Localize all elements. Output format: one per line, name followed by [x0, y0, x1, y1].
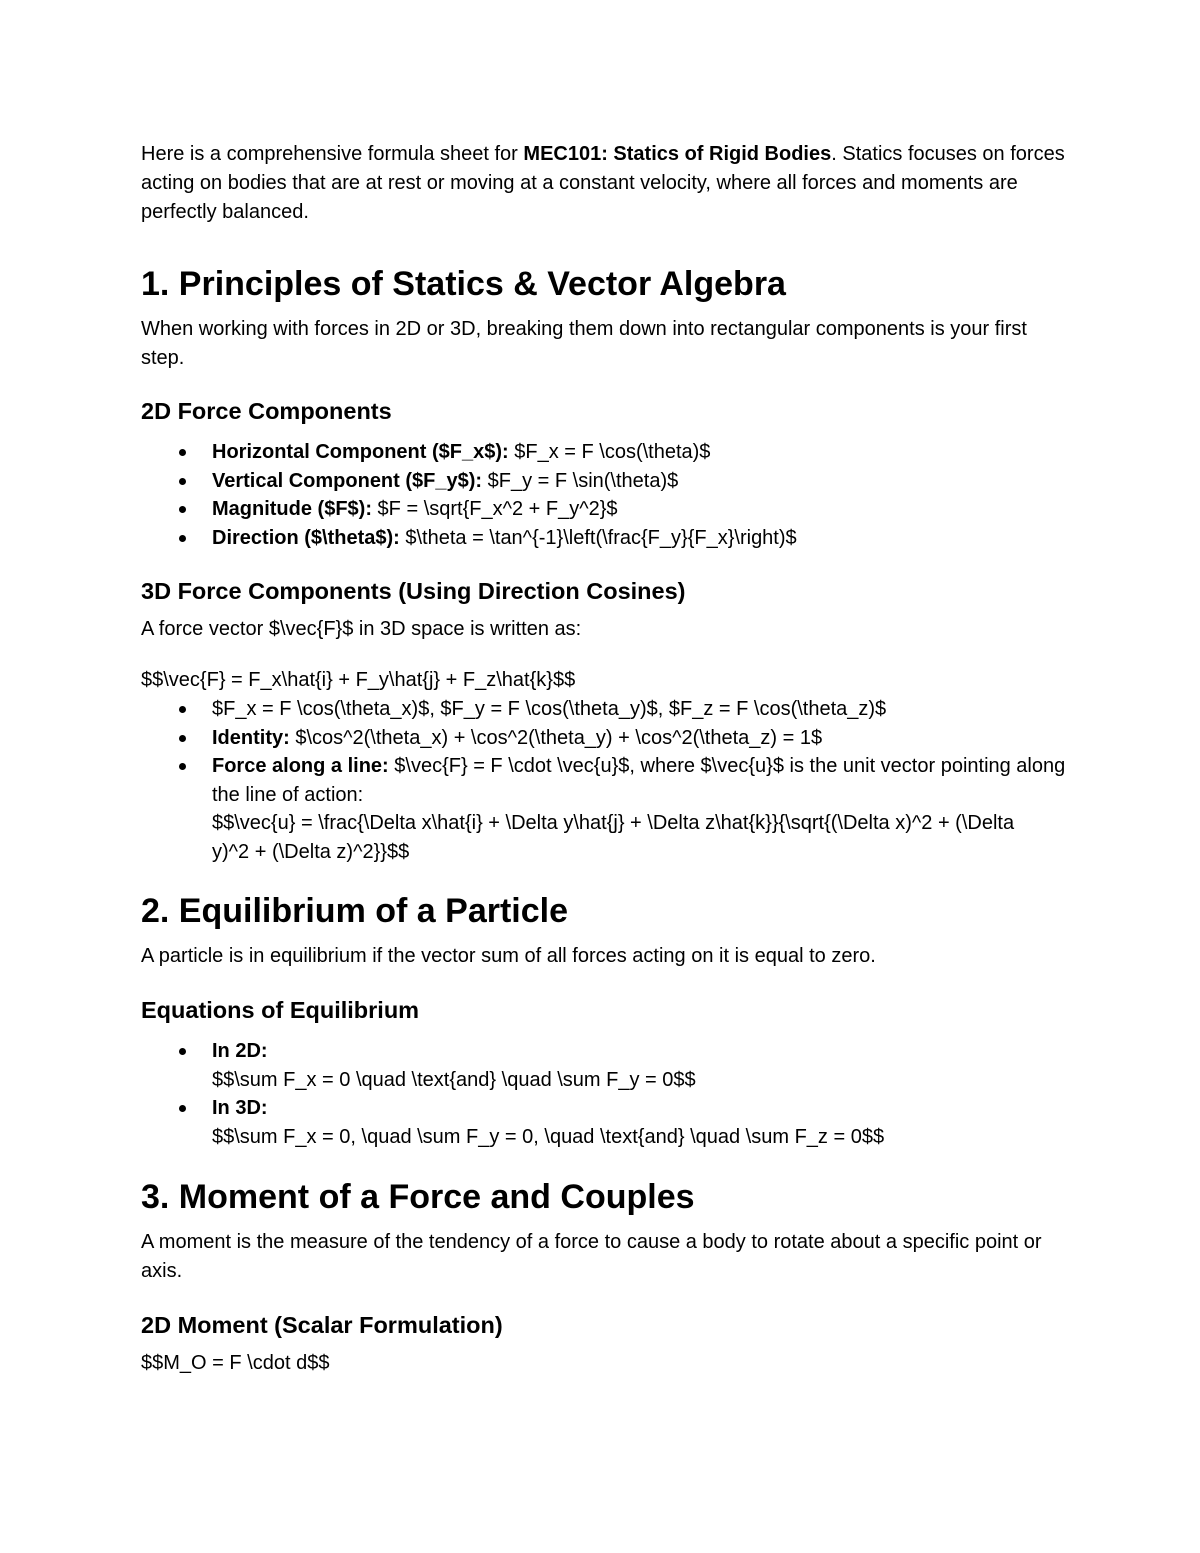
sub2d-heading: 2D Force Components: [141, 398, 392, 424]
item-equation: $$\sum F_x = 0 \quad \text{and} \quad \sum F_y = 0$$: [212, 1068, 696, 1091]
list-item: [141, 724, 1071, 753]
item-formula: $\cos^2(\theta_x) + \cos^2(\theta_y) + \cos^2(\theta_z) = 1$: [289, 726, 823, 749]
section3-text: A moment is the measure of the tendency of a force to cause a body to rotate about a specific point or axis.: [141, 1231, 1042, 1282]
item-equation: $$\sum F_x = 0, \quad \sum F_y = 0, \quad \text{and} \quad \sum F_z = 0$$: [212, 1125, 885, 1148]
moment-equation: $$M_O = F \cdot d$$: [141, 1352, 330, 1374]
item-formula: $F_x = F \cos(\theta_x)$, $F_y = F \cos(\theta_y)$, $F_z = F \cos(\theta_z)$: [212, 698, 887, 720]
bullet-icon: [179, 506, 186, 513]
sub3d-equation: $$\vec{F} = F_x\hat{i} + F_y\hat{j} + F_z\hat{k}$$: [141, 669, 576, 691]
item-text: $\vec{F} = F \cdot \vec{u}$, where $\vec{u}$ is the unit vector pointing along the line of action:: [212, 755, 1066, 806]
item-label: Vertical Component ($F_y$):: [212, 469, 483, 492]
sub3d-list: [141, 695, 1071, 866]
sub3d-heading: 3D Force Components (Using Direction Cosines): [141, 578, 686, 604]
intro-suffix: . Statics focuses on forces acting on bodies that are at rest or moving at a constant velocity, where all forces and moments are perfectly balanced.: [141, 143, 1065, 223]
item-label: Force along a line:: [212, 755, 389, 777]
bullet-icon: [179, 478, 186, 485]
moment-heading: 2D Moment (Scalar Formulation): [141, 1312, 503, 1338]
list-item: [141, 524, 1071, 553]
list-item: [141, 695, 1071, 724]
item-label: In 3D:: [212, 1097, 268, 1119]
equilibrium-list: [141, 1037, 1071, 1151]
bullet-icon: [179, 763, 186, 770]
item-label: Identity:: [212, 726, 290, 749]
list-item: [141, 1037, 1071, 1094]
bullet-icon: [179, 535, 186, 542]
item-label: Horizontal Component ($F_x$):: [212, 441, 509, 463]
sub3d-text: A force vector $\vec{F}$ in 3D space is written as:: [141, 618, 582, 640]
item-formula: $\theta = \tan^{-1}\left(\frac{F_y}{F_x}\right)$: [399, 526, 797, 549]
bullet-icon: [179, 1105, 186, 1112]
item-label: In 2D:: [212, 1040, 268, 1062]
bullet-icon: [179, 449, 186, 456]
intro-paragraph: [141, 140, 1071, 227]
intro-prefix: Here is a comprehensive formula sheet for: [141, 143, 524, 165]
bullet-icon: [179, 735, 186, 742]
item-equation: $$\vec{u} = \frac{\Delta x\hat{i} + \Delta y\hat{j} + \Delta z\hat{k}}{\sqrt{(\Delta x)^2 + (\Delta y)^2 + (\Delta z)^2}}$$: [212, 812, 1015, 863]
section2-heading: 2. Equilibrium of a Particle: [141, 892, 568, 930]
list-item: [141, 467, 1071, 496]
item-formula: $F_y = F \sin(\theta)$: [482, 469, 679, 492]
sub2d-list: [141, 438, 1071, 552]
list-item: [141, 438, 1071, 467]
item-formula: $F_x = F \cos(\theta)$: [508, 441, 711, 463]
course-title: MEC101: Statics of Rigid Bodies: [523, 143, 832, 165]
section2-text: A particle is in equilibrium if the vector sum of all forces acting on it is equal to zero.: [141, 945, 876, 967]
document-page: [141, 140, 1071, 1378]
equilibrium-heading: Equations of Equilibrium: [141, 997, 420, 1023]
item-formula: $F = \sqrt{F_x^2 + F_y^2}$: [372, 498, 618, 520]
item-label: Magnitude ($F$):: [212, 498, 372, 520]
bullet-icon: [179, 1048, 186, 1055]
bullet-icon: [179, 706, 186, 713]
list-item: [141, 495, 1071, 524]
item-label: Direction ($\theta$):: [212, 526, 400, 549]
section3-heading: 3. Moment of a Force and Couples: [141, 1178, 695, 1216]
section1-heading: 1. Principles of Statics & Vector Algebra: [141, 265, 786, 303]
section1-text: When working with forces in 2D or 3D, breaking them down into rectangular components is your first step.: [141, 318, 1027, 369]
list-item: [141, 1094, 1071, 1151]
list-item: [141, 752, 1071, 866]
